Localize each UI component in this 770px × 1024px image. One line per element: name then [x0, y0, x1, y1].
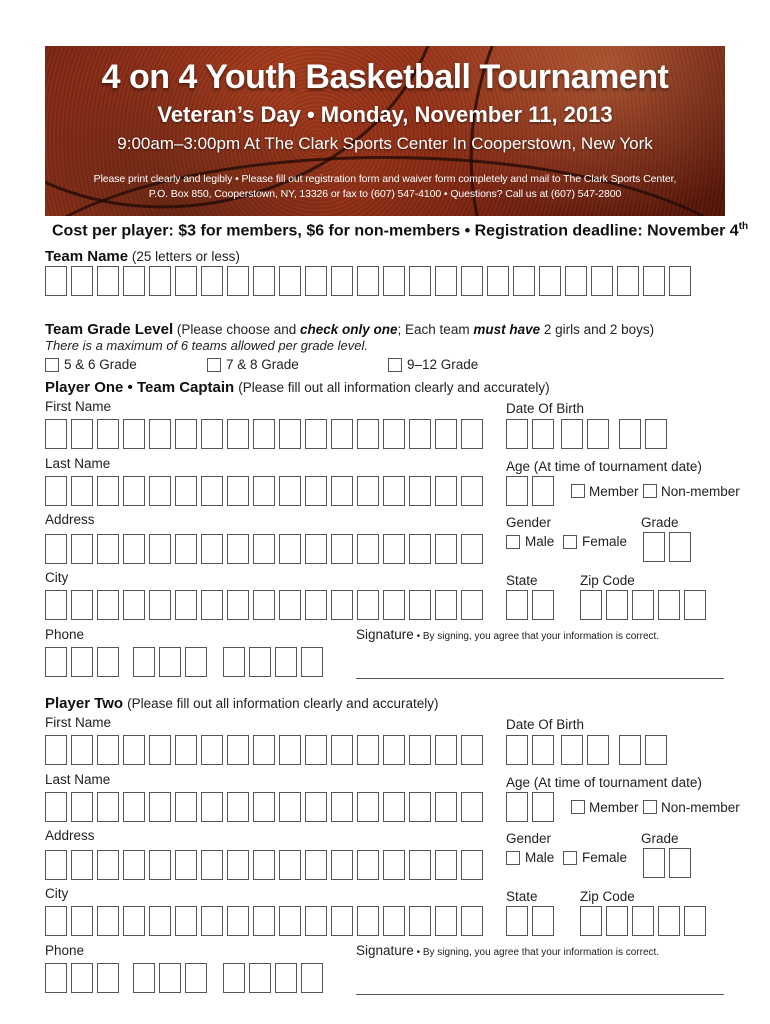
city-box[interactable]: [331, 906, 353, 936]
signature-label: Signature: [356, 627, 414, 642]
city-box[interactable]: [175, 906, 197, 936]
phone-box[interactable]: [301, 963, 323, 993]
phone-box[interactable]: [275, 647, 297, 677]
signature-area: [356, 627, 659, 642]
last-name-box[interactable]: [201, 792, 223, 822]
team-name-letter-box[interactable]: [279, 266, 301, 296]
first-name-label: First Name: [45, 715, 112, 730]
age-box[interactable]: [506, 476, 528, 506]
grade-hint-c: ; Each team: [397, 322, 474, 337]
dob-box[interactable]: [561, 419, 583, 449]
first-name-box[interactable]: [201, 735, 223, 765]
city-box[interactable]: [123, 906, 145, 936]
signature-label: Signature: [356, 943, 414, 958]
team-name-letter-box[interactable]: [253, 266, 275, 296]
address-box[interactable]: [175, 534, 197, 564]
phone-box[interactable]: [275, 963, 297, 993]
last-name-box[interactable]: [383, 792, 405, 822]
last-name-box[interactable]: [71, 476, 93, 506]
male-checkbox[interactable]: [506, 535, 520, 549]
last-name-box[interactable]: [279, 792, 301, 822]
phone-box[interactable]: [133, 647, 155, 677]
banner-note-line2: P.O. Box 850, Cooperstown, NY, 13326 or fax to (607) 547-4100 • Questions? Call us at (607) 547-2800: [148, 188, 622, 200]
team-name-letter-box[interactable]: [487, 266, 509, 296]
phone-box[interactable]: [249, 647, 271, 677]
address-box[interactable]: [383, 850, 405, 880]
last-name-box[interactable]: [123, 792, 145, 822]
state-box[interactable]: [532, 906, 554, 936]
last-name-box[interactable]: [279, 476, 301, 506]
dob-box[interactable]: [532, 735, 554, 765]
last-name-box[interactable]: [435, 476, 457, 506]
address-box[interactable]: [253, 850, 275, 880]
address-box[interactable]: [305, 850, 327, 880]
last-name-box[interactable]: [71, 792, 93, 822]
team-name-letter-box[interactable]: [435, 266, 457, 296]
non-member-checkbox[interactable]: [643, 800, 657, 814]
first-name-box[interactable]: [435, 419, 457, 449]
zip-box[interactable]: [606, 590, 628, 620]
male-label: Male: [525, 534, 555, 549]
city-box[interactable]: [435, 590, 457, 620]
city-label: City: [45, 886, 69, 901]
city-box[interactable]: [97, 906, 119, 936]
last-name-box[interactable]: [331, 792, 353, 822]
dob-box[interactable]: [587, 419, 609, 449]
city-box[interactable]: [279, 906, 301, 936]
first-name-box[interactable]: [175, 735, 197, 765]
first-name-box[interactable]: [97, 735, 119, 765]
player-heading: [45, 695, 438, 712]
team-name-letter-box[interactable]: [565, 266, 587, 296]
city-box[interactable]: [461, 906, 483, 936]
first-name-box[interactable]: [227, 735, 249, 765]
zip-label: Zip Code: [580, 573, 635, 588]
address-label: Address: [45, 828, 95, 843]
address-box[interactable]: [357, 850, 379, 880]
first-name-box[interactable]: [253, 735, 275, 765]
city-box[interactable]: [149, 590, 171, 620]
last-name-box[interactable]: [97, 792, 119, 822]
signature-note: • By signing, you agree that your information is correct.: [413, 947, 660, 958]
non-member-label: Non-member: [661, 484, 740, 499]
city-box[interactable]: [149, 906, 171, 936]
last-name-label: Last Name: [45, 456, 111, 471]
cost-text: Cost per player: $3 for members, $6 for non-members • Registration deadline: November 4: [52, 222, 739, 240]
address-box[interactable]: [461, 534, 483, 564]
grade-hint-a: (Please choose and: [176, 322, 300, 337]
city-box[interactable]: [383, 590, 405, 620]
team-name-letter-box[interactable]: [149, 266, 171, 296]
grade-9-12-label: 9–12 Grade: [407, 357, 479, 372]
last-name-box[interactable]: [305, 792, 327, 822]
zip-box[interactable]: [632, 590, 654, 620]
team-name-letter-box[interactable]: [357, 266, 379, 296]
phone-label: Phone: [45, 627, 85, 642]
age-box[interactable]: [506, 792, 528, 822]
last-name-box[interactable]: [97, 476, 119, 506]
first-name-box[interactable]: [435, 735, 457, 765]
phone-box[interactable]: [71, 963, 93, 993]
player-title: Player Two: [45, 695, 124, 712]
last-name-box[interactable]: [253, 792, 275, 822]
address-box[interactable]: [71, 850, 93, 880]
banner-note-line1: Please print clearly and legibly • Please fill out registration form and waiver form completely and mail to The Clark Sports Center,: [93, 173, 677, 185]
grade-level-heading: [45, 321, 654, 338]
player-title: Player One • Team Captain: [45, 379, 235, 396]
grade-5-6-label: 5 & 6 Grade: [64, 357, 137, 372]
player-heading: [45, 379, 550, 396]
last-name-box[interactable]: [149, 792, 171, 822]
city-box[interactable]: [253, 906, 275, 936]
address-box[interactable]: [123, 534, 145, 564]
address-box[interactable]: [279, 534, 301, 564]
city-box[interactable]: [45, 906, 67, 936]
phone-label: Phone: [45, 943, 85, 958]
city-box[interactable]: [201, 590, 223, 620]
phone-box[interactable]: [223, 647, 245, 677]
last-name-box[interactable]: [409, 792, 431, 822]
city-box[interactable]: [383, 906, 405, 936]
phone-box[interactable]: [71, 647, 93, 677]
city-box[interactable]: [227, 906, 249, 936]
age-label: Age (At time of tournament date): [506, 775, 702, 790]
city-box[interactable]: [71, 590, 93, 620]
team-name-letter-box[interactable]: [175, 266, 197, 296]
team-name-letter-box[interactable]: [383, 266, 405, 296]
team-name-letter-box[interactable]: [461, 266, 483, 296]
grade-box[interactable]: [643, 532, 665, 562]
dob-box[interactable]: [587, 735, 609, 765]
address-box[interactable]: [201, 534, 223, 564]
dob-box[interactable]: [506, 419, 528, 449]
grade-box[interactable]: [669, 848, 691, 878]
signature-area: [356, 943, 659, 958]
city-box[interactable]: [331, 590, 353, 620]
dob-box[interactable]: [506, 735, 528, 765]
gender-label: Gender: [506, 515, 552, 530]
team-name-letter-box[interactable]: [591, 266, 613, 296]
team-name-hint: (25 letters or less): [131, 249, 240, 264]
team-name-letter-box[interactable]: [227, 266, 249, 296]
city-box[interactable]: [435, 906, 457, 936]
team-name-letter-box[interactable]: [201, 266, 223, 296]
address-box[interactable]: [435, 534, 457, 564]
state-box[interactable]: [506, 590, 528, 620]
city-box[interactable]: [201, 906, 223, 936]
first-name-box[interactable]: [383, 735, 405, 765]
first-name-box[interactable]: [45, 419, 67, 449]
cost-line: [52, 221, 748, 240]
team-name-letter-box[interactable]: [305, 266, 327, 296]
city-box[interactable]: [253, 590, 275, 620]
dob-box[interactable]: [532, 419, 554, 449]
first-name-box[interactable]: [305, 735, 327, 765]
grade-7-8-checkbox[interactable]: [207, 358, 221, 372]
last-name-box[interactable]: [253, 476, 275, 506]
gender-label: Gender: [506, 831, 552, 846]
dob-box[interactable]: [645, 735, 667, 765]
female-checkbox[interactable]: [563, 851, 577, 865]
city-box[interactable]: [97, 590, 119, 620]
address-box[interactable]: [435, 850, 457, 880]
cost-sup: th: [738, 221, 749, 232]
city-box[interactable]: [45, 590, 67, 620]
address-box[interactable]: [149, 534, 171, 564]
last-name-box[interactable]: [227, 476, 249, 506]
address-box[interactable]: [149, 850, 171, 880]
address-box[interactable]: [409, 534, 431, 564]
first-name-box[interactable]: [201, 419, 223, 449]
team-name-letter-box[interactable]: [513, 266, 535, 296]
first-name-box[interactable]: [409, 735, 431, 765]
city-box[interactable]: [357, 590, 379, 620]
team-name-letter-box[interactable]: [669, 266, 691, 296]
address-box[interactable]: [305, 534, 327, 564]
dob-box[interactable]: [561, 735, 583, 765]
grade-box[interactable]: [643, 848, 665, 878]
address-box[interactable]: [253, 534, 275, 564]
phone-box[interactable]: [97, 647, 119, 677]
zip-box[interactable]: [684, 906, 706, 936]
member-label: Member: [589, 800, 639, 815]
grade-7-8-label: 7 & 8 Grade: [226, 357, 299, 372]
signature-note: • By signing, you agree that your information is correct.: [413, 631, 660, 642]
female-checkbox[interactable]: [563, 535, 577, 549]
header-banner: [45, 46, 725, 216]
grade-hint-b: check only one: [299, 322, 398, 337]
address-box[interactable]: [227, 534, 249, 564]
grade-label: Grade: [641, 831, 679, 846]
grade-5-6-checkbox[interactable]: [45, 358, 59, 372]
first-name-box[interactable]: [331, 735, 353, 765]
first-name-box[interactable]: [97, 419, 119, 449]
city-box[interactable]: [71, 906, 93, 936]
team-name-letter-box[interactable]: [331, 266, 353, 296]
address-box[interactable]: [97, 534, 119, 564]
non-member-label: Non-member: [661, 800, 740, 815]
male-label: Male: [525, 850, 555, 865]
first-name-box[interactable]: [461, 419, 483, 449]
first-name-box[interactable]: [71, 735, 93, 765]
member-checkbox[interactable]: [571, 484, 585, 498]
dob-box[interactable]: [619, 735, 641, 765]
address-box[interactable]: [409, 850, 431, 880]
address-box[interactable]: [97, 850, 119, 880]
first-name-box[interactable]: [383, 419, 405, 449]
male-checkbox[interactable]: [506, 851, 520, 865]
address-box[interactable]: [331, 850, 353, 880]
city-box[interactable]: [409, 906, 431, 936]
address-box[interactable]: [45, 850, 67, 880]
city-box[interactable]: [279, 590, 301, 620]
last-name-box[interactable]: [461, 792, 483, 822]
first-name-box[interactable]: [123, 419, 145, 449]
address-box[interactable]: [357, 534, 379, 564]
phone-box[interactable]: [249, 963, 271, 993]
banner-time-location: 9:00am–3:00pm At The Clark Sports Center In Cooperstown, New York: [117, 134, 653, 153]
team-name-letter-box[interactable]: [643, 266, 665, 296]
zip-box[interactable]: [632, 906, 654, 936]
grade-hint-e: 2 girls and 2 boys): [540, 322, 655, 337]
signature-line[interactable]: [356, 678, 724, 679]
phone-box[interactable]: [97, 963, 119, 993]
zip-box[interactable]: [684, 590, 706, 620]
last-name-box[interactable]: [383, 476, 405, 506]
phone-box[interactable]: [45, 963, 67, 993]
city-box[interactable]: [461, 590, 483, 620]
first-name-box[interactable]: [149, 419, 171, 449]
last-name-box[interactable]: [201, 476, 223, 506]
player-hint: (Please fill out all information clearly and accurately): [127, 696, 439, 711]
dob-label: Date Of Birth: [506, 717, 585, 732]
last-name-box[interactable]: [409, 476, 431, 506]
state-box[interactable]: [506, 906, 528, 936]
last-name-box[interactable]: [357, 792, 379, 822]
address-box[interactable]: [71, 534, 93, 564]
grade-level-label: Team Grade Level: [45, 321, 174, 338]
age-label: Age (At time of tournament date): [506, 459, 702, 474]
phone-box[interactable]: [133, 963, 155, 993]
address-label: Address: [45, 512, 95, 527]
female-label: Female: [582, 534, 628, 549]
last-name-box[interactable]: [435, 792, 457, 822]
last-name-box[interactable]: [461, 476, 483, 506]
zip-box[interactable]: [658, 906, 680, 936]
banner-subtitle: Veteran’s Day • Monday, November 11, 2013: [157, 102, 613, 127]
last-name-box[interactable]: [305, 476, 327, 506]
first-name-box[interactable]: [123, 735, 145, 765]
team-name-letter-box[interactable]: [71, 266, 93, 296]
first-name-box[interactable]: [279, 735, 301, 765]
phone-box[interactable]: [185, 963, 207, 993]
first-name-label: First Name: [45, 399, 112, 414]
dob-box[interactable]: [645, 419, 667, 449]
grade-label: Grade: [641, 515, 679, 530]
age-box[interactable]: [532, 476, 554, 506]
first-name-box[interactable]: [45, 735, 67, 765]
address-box[interactable]: [383, 534, 405, 564]
last-name-box[interactable]: [175, 476, 197, 506]
team-name-heading: [45, 248, 240, 265]
first-name-box[interactable]: [409, 419, 431, 449]
address-box[interactable]: [331, 534, 353, 564]
first-name-box[interactable]: [253, 419, 275, 449]
state-box[interactable]: [532, 590, 554, 620]
address-box[interactable]: [45, 534, 67, 564]
address-box[interactable]: [279, 850, 301, 880]
signature-line[interactable]: [356, 994, 724, 995]
phone-box[interactable]: [223, 963, 245, 993]
age-box[interactable]: [532, 792, 554, 822]
team-name-label: Team Name: [45, 248, 129, 265]
zip-box[interactable]: [658, 590, 680, 620]
city-box[interactable]: [357, 906, 379, 936]
phone-box[interactable]: [185, 647, 207, 677]
city-box[interactable]: [409, 590, 431, 620]
first-name-box[interactable]: [149, 735, 171, 765]
team-name-letter-box[interactable]: [409, 266, 431, 296]
grade-level-note: There is a maximum of 6 teams allowed per grade level.: [45, 338, 368, 353]
address-box[interactable]: [123, 850, 145, 880]
city-box[interactable]: [123, 590, 145, 620]
member-label: Member: [589, 484, 639, 499]
first-name-box[interactable]: [175, 419, 197, 449]
last-name-box[interactable]: [45, 792, 67, 822]
phone-box[interactable]: [159, 963, 181, 993]
city-box[interactable]: [305, 906, 327, 936]
first-name-box[interactable]: [71, 419, 93, 449]
address-box[interactable]: [461, 850, 483, 880]
last-name-box[interactable]: [227, 792, 249, 822]
female-label: Female: [582, 850, 628, 865]
state-label: State: [506, 889, 538, 904]
first-name-box[interactable]: [461, 735, 483, 765]
member-checkbox[interactable]: [571, 800, 585, 814]
phone-box[interactable]: [301, 647, 323, 677]
team-name-letter-box[interactable]: [617, 266, 639, 296]
first-name-box[interactable]: [279, 419, 301, 449]
grade-hint-d: must have: [473, 322, 541, 337]
player-hint: (Please fill out all information clearly and accurately): [238, 380, 550, 395]
last-name-box[interactable]: [331, 476, 353, 506]
last-name-label: Last Name: [45, 772, 111, 787]
last-name-box[interactable]: [45, 476, 67, 506]
address-box[interactable]: [227, 850, 249, 880]
city-box[interactable]: [227, 590, 249, 620]
first-name-box[interactable]: [357, 735, 379, 765]
phone-box[interactable]: [45, 647, 67, 677]
last-name-box[interactable]: [357, 476, 379, 506]
zip-box[interactable]: [580, 906, 602, 936]
grade-box[interactable]: [669, 532, 691, 562]
city-box[interactable]: [175, 590, 197, 620]
last-name-box[interactable]: [175, 792, 197, 822]
last-name-box[interactable]: [123, 476, 145, 506]
address-box[interactable]: [201, 850, 223, 880]
first-name-box[interactable]: [331, 419, 353, 449]
zip-box[interactable]: [606, 906, 628, 936]
first-name-box[interactable]: [227, 419, 249, 449]
first-name-box[interactable]: [357, 419, 379, 449]
first-name-box[interactable]: [305, 419, 327, 449]
team-name-letter-box[interactable]: [45, 266, 67, 296]
city-box[interactable]: [305, 590, 327, 620]
banner-title: 4 on 4 Youth Basketball Tournament: [101, 58, 669, 96]
zip-label: Zip Code: [580, 889, 635, 904]
city-label: City: [45, 570, 69, 585]
team-name-letter-box[interactable]: [97, 266, 119, 296]
zip-box[interactable]: [580, 590, 602, 620]
team-name-letter-box[interactable]: [123, 266, 145, 296]
state-label: State: [506, 573, 538, 588]
last-name-box[interactable]: [149, 476, 171, 506]
dob-label: Date Of Birth: [506, 401, 585, 416]
phone-box[interactable]: [159, 647, 181, 677]
team-name-letter-box[interactable]: [539, 266, 561, 296]
address-box[interactable]: [175, 850, 197, 880]
grade-9-12-checkbox[interactable]: [388, 358, 402, 372]
dob-box[interactable]: [619, 419, 641, 449]
non-member-checkbox[interactable]: [643, 484, 657, 498]
